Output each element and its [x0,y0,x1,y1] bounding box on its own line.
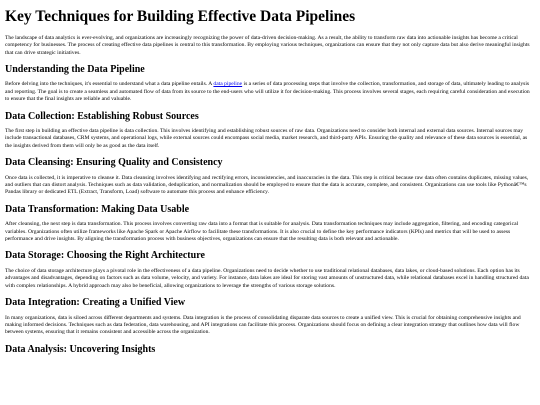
section-heading-integration: Data Integration: Creating a Unified View [5,297,186,309]
page-title: Key Techniques for Building Effective Data Pipelines [5,8,356,25]
section-heading-cleansing: Data Cleansing: Ensuring Quality and Consistency [5,157,223,169]
understanding-text-after: is a series of data processing steps that involve the collection, transformation, and storage of data, ultimately leading to analysis and reporting. The goal is to create a seamless and automated flow of data from its source to the end-users who will utilize it for decision-making. This process involves several stages, each requiring careful consideration and execution to ensure that the final insights are reliable and valuable. [5,81,530,103]
integration-paragraph: In many organizations, data is siloed across different departments and systems. Data integration is the process of consolidating disparate data sources to create a unified view. This is crucial for obtaining comprehensive insights and making informed decisions. Techniques such as data federation, data warehousing, and API integrations can facilitate this process. Organizations should focus on defining a clear integration strategy that outlines how data will flow between systems, ensuring that it remains consistent and accessible across the organization. [5,314,521,336]
section-heading-storage: Data Storage: Choosing the Right Architecture [5,250,205,262]
section-heading-collection: Data Collection: Establishing Robust Sources [5,110,199,122]
storage-paragraph: The choice of data storage architecture plays a pivotal role in the effectiveness of a data pipeline. Organizations need to decide whether to use traditional relational databases, data lakes, or cloud-based solutions. Each option has its advantages and disadvantages, depending on factors such as data volume, velocity, and variety. For instance, data lakes are ideal for storing vast amounts of unstructured data, while relational databases excel in handling structured data with complex relationships. A hybrid approach may also be beneficial, allowing organizations to leverage the strengths of various storage solutions. [5,267,529,289]
data-pipeline-link[interactable]: data pipeline [213,81,243,88]
cleansing-paragraph: Once data is collected, it is imperative to cleanse it. Data cleansing involves identifying and rectifying errors, inconsistencies, and inaccuracies in the data. This step is critical because raw data often contains duplicates, missing values, and outliers that can distort analysis. Techniques such as data validation, deduplication, and normalization should be employed to ensure that the data is accurate, complete, and consistent. Organizations can use tools like Pythonâ€™s Pandas library or dedicated ETL (Extract, Transform, Load) software to automate this process and enhance efficiency. [5,174,529,196]
section-heading-transformation: Data Transformation: Making Data Usable [5,203,190,215]
collection-paragraph: The first step in building an effective data pipeline is data collection. This involves identifying and establishing robust sources of raw data. Organizations need to consider both internal and external data sources. Internal sources may include transactional databases, CRM systems, and operational logs, while external sources could encompass social media, market research, and third-party APIs. Ensuring the quality and relevance of these data sources is essential, as the insights derived from them will only be as good as the data itself. [5,128,528,149]
transformation-paragraph: After cleansing, the next step is data transformation. This process involves converting raw data into a format that is suitable for analysis. Data transformation techniques may include aggregation, filtering, and encoding categorical variables. Organizations often utilize frameworks like Apache Spark or Apache Airflow to facilitate these transformations. It is also crucial to define the key performance indicators (KPIs) and metrics that will be used to assess performance and drive insights. By aligning the transformation process with business objectives, organizations can ensure that the resulting data is both relevant and actionable. [5,221,519,243]
understanding-text-before: Before delving into the techniques, it's essential to understand what a data pipeline entails. A [5,81,214,88]
section-heading-analysis: Data Analysis: Uncovering Insights [5,343,156,355]
understanding-paragraph [5,81,535,103]
intro-paragraph: The landscape of data analytics is ever-evolving, and organizations are increasingly recognizing the power of data-driven decision-making. As a result, the ability to transform raw data into actionable insights has become a critical competency for businesses. The process of creating effective data pipelines is central to this transformation. By employing various techniques, organizations can ensure that they not only capture data but also derive meaningful insights that can drive strategic initiatives. [5,34,530,56]
section-heading-understanding: Understanding the Data Pipeline [5,63,145,75]
